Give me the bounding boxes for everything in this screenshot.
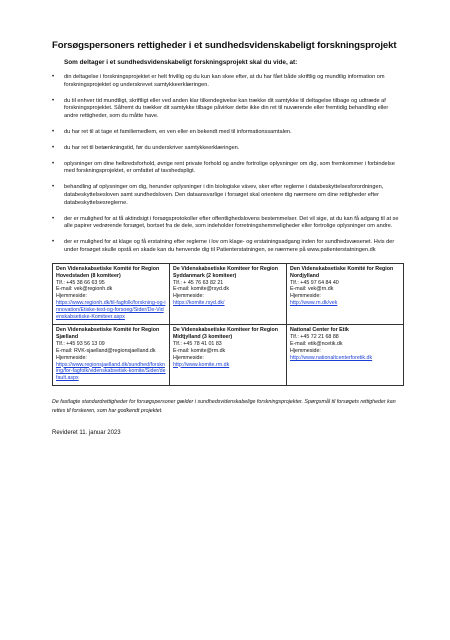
phone-text: Tlf.: +45 72 21 68 88 — [290, 333, 339, 340]
bullet-icon: • — [52, 215, 55, 222]
contact-cell — [53, 325, 170, 386]
contact-cell — [287, 325, 404, 386]
rights-item: • din deltagelse i forskningsprojektet er helt frivillig og du kun kan skee efter, at du har fået både skriftlig og mundtlig information om forskningsprojektet og underskrevet samtykkeerklæringen. — [52, 74, 385, 88]
contact-cell — [53, 263, 170, 324]
contact-cell — [170, 325, 287, 386]
footnote: De fastlagte standardrettigheder for forsøgspersoner gælder i sundhedsvidenskabelige forskningsprojekter. Spørgsmål til forsøgets rettigheder kan rettes til forskeren, som har godkendt projektet. — [52, 399, 396, 415]
rights-item: • der er mulighed for at få aktindsigt i forsøgsprotokoller efter offentlighedslovens bestemmelser. Det vil sige, at du kan få adgang til at se alle papirer vedrørende forsøget, bortset fra de dele, som indeholder forretningshemmeligheder eller fortrolige oplysninger om andre. — [52, 215, 399, 230]
bullet-icon: • — [52, 184, 55, 191]
rights-list — [52, 74, 404, 255]
contact-cell — [170, 263, 287, 324]
table-row — [53, 325, 404, 386]
page-title: Forsøgspersoners rettigheder i et sundhedsvidenskabeligt forskningsprojekt — [52, 40, 397, 51]
homepage-link[interactable]: https://www.regionsjaelland.dk/sundhed/forskning/for-fagfolk/videnskabsetisk-komite/Sider/default.aspx — [56, 361, 166, 382]
rights-item: • du har ret til at tage et familiemedlem, en ven eller en bekendt med til informationssamtalen. — [52, 128, 292, 135]
document-page — [52, 40, 404, 436]
rights-item: • oplysninger om dine helbredsforhold, øvrige rent private forhold og andre fortrolige oplysninger om dig, som fremkommer i forbindelse med forskningsprojektet, er omfattet af tavshedspligt. — [52, 160, 395, 175]
committee-name: National Center for Etik — [290, 327, 349, 333]
email-text: E-mail: komite@rm.dk — [173, 347, 226, 354]
committee-name: Den Videnskabsetiske Komité for Region Hovedstaden (8 komiteer) — [56, 265, 160, 279]
phone-text: Tlf.: +45 78 41 01 83 — [173, 340, 222, 347]
revision-date: Revideret 11. januar 2023 — [52, 430, 121, 437]
contact-cell — [287, 263, 404, 324]
homepage-link[interactable]: http://www.komite.rm.dk — [173, 361, 230, 368]
bullet-icon: • — [52, 239, 55, 246]
table-row — [53, 263, 404, 324]
rights-item: • du har ret til betænkningstid, før du underskriver samtykkeerklæringen. — [52, 144, 240, 151]
homepage-link[interactable]: https://www.regionh.dk/til-fagfolk/forskning-og-innovation/Etiske-test-og-forsoeg/Sider/De-Videnskabsetiske-Komiteer.aspx — [56, 300, 166, 321]
homepage-label: Hjemmeside: — [56, 293, 87, 300]
bullet-icon: • — [52, 160, 55, 167]
homepage-link[interactable]: http://www.nationaltcenterforetik.dk — [290, 354, 373, 361]
email-text: E-mail: etik@ncetik.dk — [290, 340, 343, 347]
committee-name: Den Videnskabsetiske Komité for Region Sjælland — [56, 327, 160, 340]
committee-name: De Videnskabsetiske Komiteer for Region Syddanmark (2 komiteer) — [173, 265, 278, 279]
homepage-link[interactable]: http://www.rn.dk/vek — [290, 300, 338, 307]
committee-name: De Videnskabsetiske Komiteer for Region Midtjylland (3 komiteer) — [173, 327, 278, 340]
homepage-label: Hjemmeside: — [173, 293, 204, 300]
committee-name: Den Videnskabsetiske Komité for Region Nordjylland — [290, 265, 394, 279]
bullet-icon: • — [52, 128, 55, 135]
phone-text: Tlf.: +45 97 64 84 40 — [290, 279, 339, 286]
rights-item: • behandling af oplysninger om dig, herunder oplysninger i din biologiske vävev, sker efter reglerne i databeskyttelsesforordningen, databeskyttelsesloven samt sundhedsloven. Den dataansvarlige i forsøget skal orientere dig nærmere om dine rettigheder efter databeskyttelsesreglerne. — [52, 184, 384, 206]
page-subtitle: Som deltager i et sundhedsvidenskabeligt forskningsprojekt skal du vide, at: — [64, 59, 298, 66]
homepage-link[interactable]: https://komite.rsyd.dk/ — [173, 300, 225, 307]
bullet-icon: • — [52, 97, 55, 104]
homepage-label: Hjemmeside: — [56, 354, 87, 361]
phone-text: Tlf.: +45 93 56 13 09 — [56, 340, 105, 347]
committee-contacts-table — [52, 263, 404, 387]
homepage-label: Hjemmeside: — [290, 347, 321, 354]
phone-text: Tlf.: +45 38 66 63 95 — [56, 279, 105, 286]
email-text: E-mail: komite@rsyd.dk — [173, 286, 230, 293]
homepage-label: Hjemmeside: — [290, 293, 321, 300]
rights-item: • du til enhver tid mundtligt, skriftligt eller ved anden klar tilkendegivelse kan trække dit samtykke til deltagelse tilbage og udtræde af forskningsprojektet. Såfremt du trækker dit samtykke tilbage påvirker dette ikke din ret til nuværende eller fremtidig behandling eller andre rettigheder, som du måtte have. — [52, 97, 389, 120]
email-text: E-mail: vek@rn.dk — [290, 286, 334, 293]
rights-item: • der er mulighed for at klage og få erstatning efter reglerne i lov om klage- og erstatningsadgang inden for sundhedsvæsenet. Hvis der under forsøget skulle opstå en skade kan du henvende dig til Patienterstatningen, se nærmere på www.patienterstatningen.dk — [52, 239, 395, 253]
email-text: E-mail: RVK-sjaelland@regionsjaelland.dk — [56, 347, 156, 354]
phone-text: Tlf.: + 45 76 63 82 21 — [173, 279, 224, 286]
homepage-label: Hjemmeside: — [173, 354, 204, 361]
bullet-icon: • — [52, 74, 55, 80]
bullet-icon: • — [52, 144, 55, 151]
email-text: E-mail: vek@regionh.dk — [56, 286, 113, 293]
